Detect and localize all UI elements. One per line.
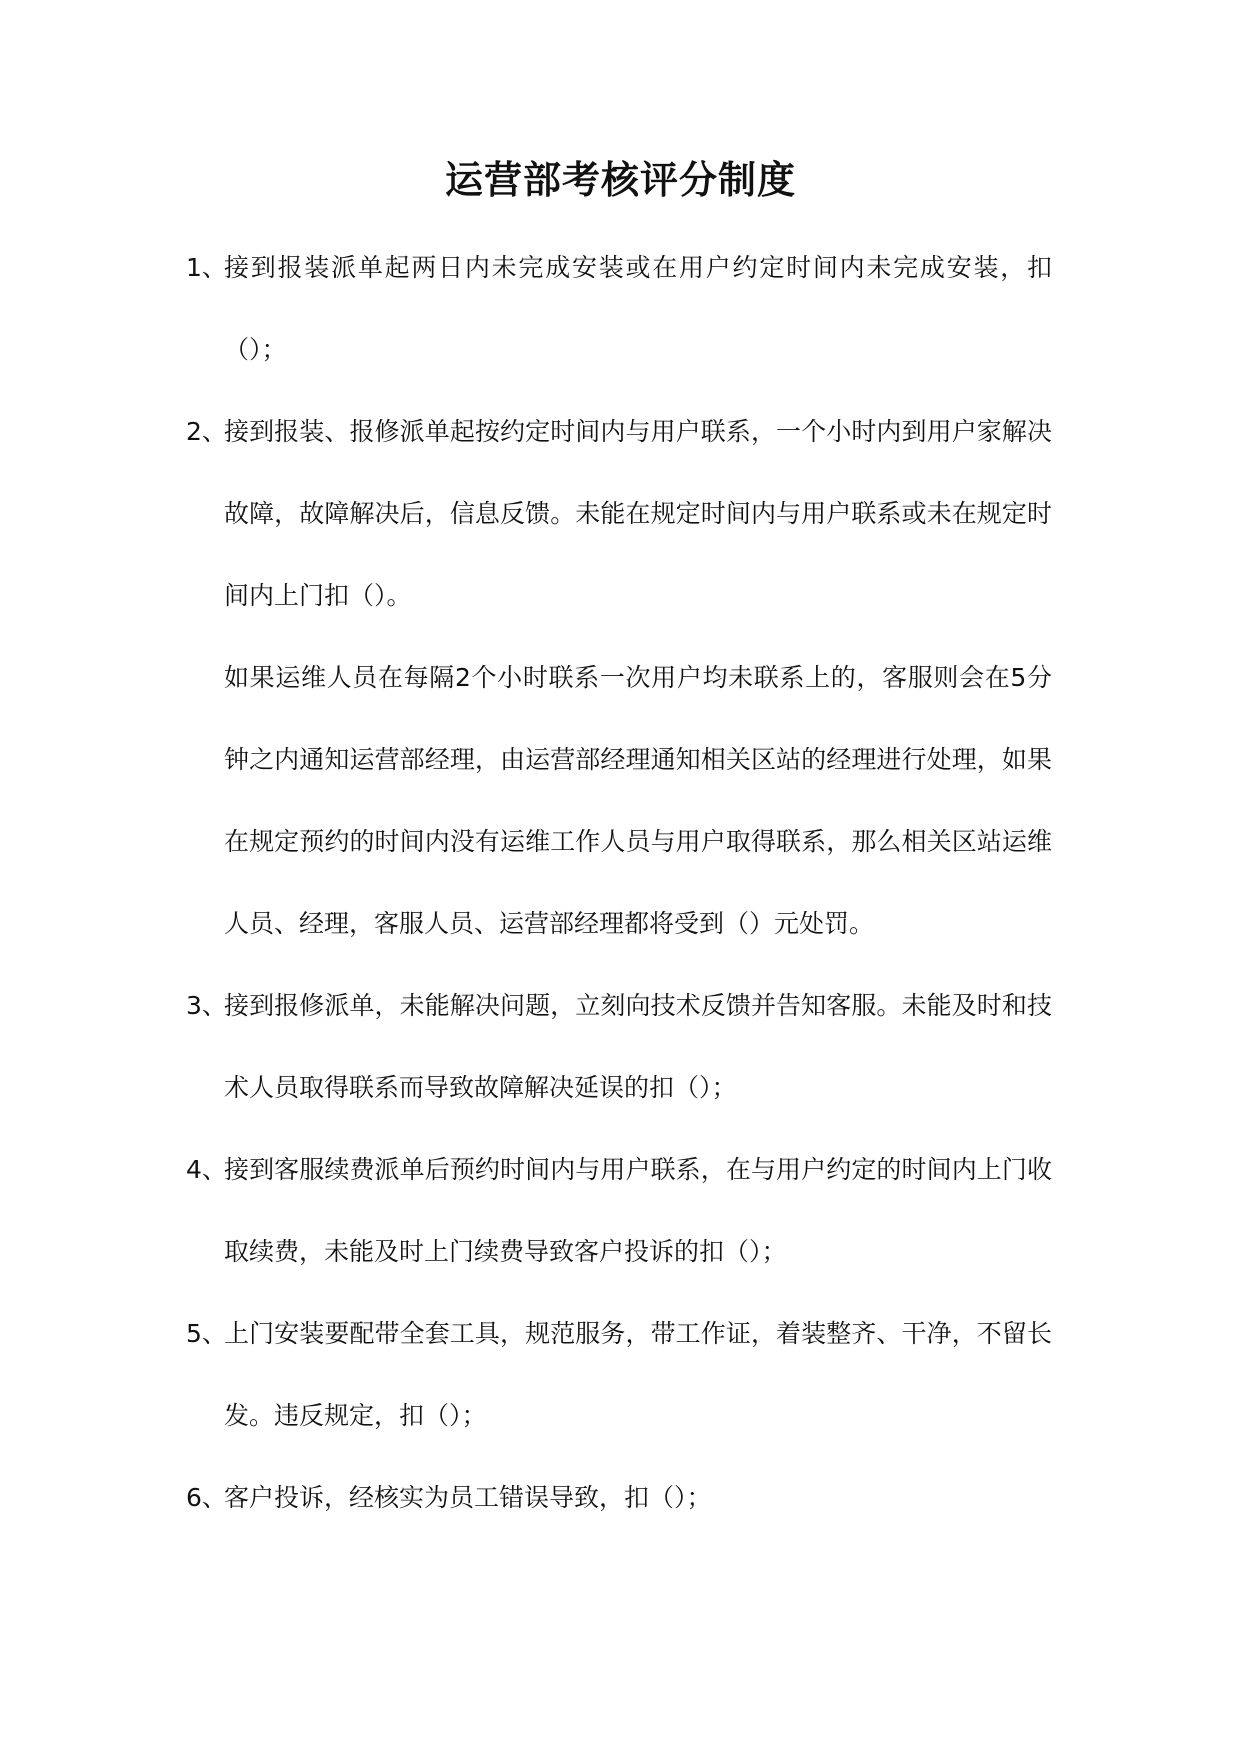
- rule-number: 4、: [186, 1155, 227, 1184]
- rule-item-1: [186, 227, 1052, 391]
- rule-item-5: [186, 1293, 1052, 1457]
- rule-text: 上门安装要配带全套工具，规范服务，带工作证，着装整齐、干净，不留长发。违反规定，扣（）；: [224, 1319, 1052, 1430]
- document-title: 运营部考核评分制度: [444, 158, 796, 202]
- rule-number: 5、: [186, 1319, 227, 1348]
- rule-text: 接到报装派单起两日内未完成安装或在用户约定时间内未完成安装，扣（）；: [224, 253, 1052, 364]
- rule-text: 接到报装、报修派单起按约定时间内与用户联系，一个小时内到用户家解决故障，故障解决后，信息反馈。未能在规定时间内与用户联系或未在规定时间内上门扣（）。: [224, 417, 1052, 610]
- document-body: [186, 227, 1052, 1539]
- rule-item-4: [186, 1129, 1052, 1293]
- rule-text: 客户投诉，经核实为员工错误导致，扣（）；: [224, 1483, 712, 1512]
- rule-text: 接到报修派单，未能解决问题，立刻向技术反馈并告知客服。未能及时和技术人员取得联系而导致故障解决延误的扣（）；: [224, 991, 1052, 1102]
- rule-item-2-extra: 如果运维人员在每隔2个小时联系一次用户均未联系上的，客服则会在5分钟之内通知运营部经理，由运营部经理通知相关区站的经理进行处理，如果在规定预约的时间内没有运维工作人员与用户取得联系，那么相关区站运维人员、经理，客服人员、运营部经理都将受到（）元处罚。: [224, 663, 1052, 938]
- rule-number: 6、: [186, 1483, 227, 1512]
- rule-item-2: [186, 391, 1052, 637]
- rule-text: 接到客服续费派单后预约时间内与用户联系，在与用户约定的时间内上门收取续费，未能及时上门续费导致客户投诉的扣（）；: [224, 1155, 1052, 1266]
- rule-number: 3、: [186, 991, 227, 1020]
- rule-number: 1、: [186, 253, 227, 282]
- rule-number: 2、: [186, 417, 227, 446]
- rule-item-3: [186, 965, 1052, 1129]
- rule-item-6: [186, 1457, 1052, 1539]
